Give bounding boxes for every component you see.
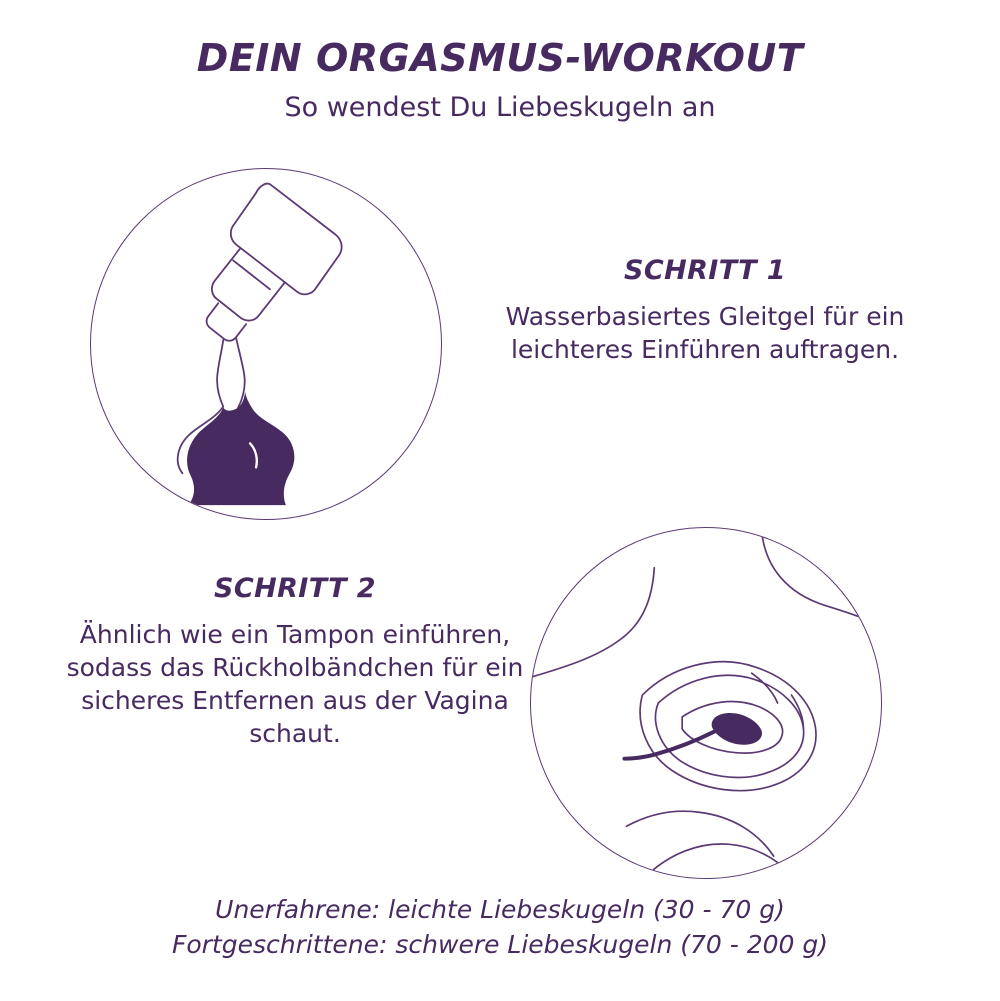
vulva-insertion-illustration [530, 527, 882, 879]
footer-note [0, 893, 1000, 962]
footer-line-advanced: Fortgeschrittene: schwere Liebeskugeln (70 - 200 g) [171, 929, 829, 959]
lubricant-drop-illustration [90, 168, 442, 520]
step-1-block [470, 255, 940, 366]
header [0, 38, 1000, 124]
step-2-label: SCHRITT 2 [214, 573, 376, 604]
step-2-block [60, 573, 530, 750]
footer-line-beginners: Unerfahrene: leichte Liebeskugeln (30 - 70 g) [215, 895, 785, 924]
page-title: DEIN ORGASMUS-WORKOUT [196, 36, 804, 80]
page-subtitle: So wendest Du Liebeskugeln an [284, 91, 716, 123]
step-2-text: Ähnlich wie ein Tampon einführen, sodass das Rückholbändchen für ein sicheres Entfernen aus der Vagina schaut. [66, 620, 524, 748]
step-1-label: SCHRITT 1 [624, 255, 786, 286]
step-1-text: Wasserbasiertes Gleitgel für ein leichteres Einführen auftragen. [505, 302, 905, 364]
